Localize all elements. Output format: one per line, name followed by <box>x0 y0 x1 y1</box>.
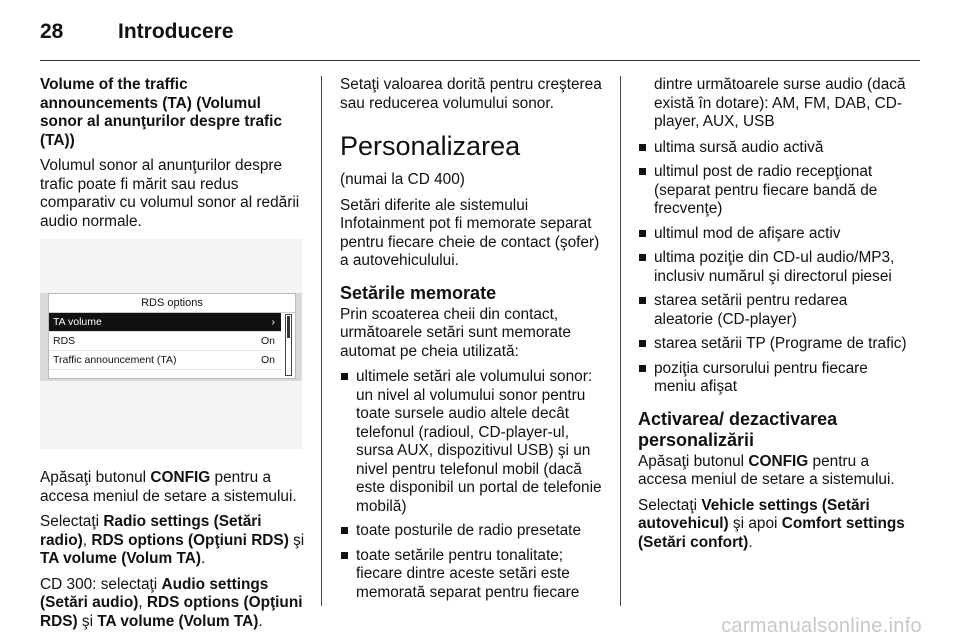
text-run: pentru a accesa meniul de setare a sistemului. <box>638 452 895 488</box>
text-run: Apăsaţi butonul <box>638 452 749 470</box>
screen-row-traffic-announcement <box>49 351 281 370</box>
text-run: şi <box>77 612 98 630</box>
screen-scrollbar-thumb <box>287 316 290 338</box>
personalization-heading: Personalizarea <box>340 131 521 161</box>
text-run: . <box>748 533 753 551</box>
select-instruction <box>40 513 305 569</box>
screen-row-ta-volume <box>49 313 281 332</box>
column-1 <box>40 76 305 638</box>
stored-settings-list <box>340 368 602 602</box>
text-run: pentru a accesa meniul de setare a sistemului. <box>40 469 297 505</box>
personalization-para: Setări diferite ale sistemului Infotainment pot fi memorate separat pentru fiecare cheie de contact (şofer) a autovehiculului. <box>340 196 600 269</box>
screen-row-value: On <box>260 335 275 347</box>
text-run: Apăsaţi butonul <box>40 469 151 486</box>
header-rule <box>40 60 920 61</box>
screen-row-label: TA volume <box>53 316 102 328</box>
rds-options-screen-image <box>40 239 302 449</box>
config-instruction-2 <box>638 453 908 490</box>
menu-path-item: TA volume (Volum TA) <box>40 550 202 567</box>
config-button-label: CONFIG <box>150 469 211 486</box>
display-screen <box>48 293 296 379</box>
list-item: ultimul post de radio recepţionat (separat pentru fiecare bandă de frecvenţe) <box>638 163 908 219</box>
list-item: poziţia cursorului pentru fiecare meniu afişat <box>638 360 908 397</box>
text-run: şi apoi <box>728 515 782 532</box>
select-instruction-2 <box>638 497 908 553</box>
list-item: ultima sursă audio activă <box>638 139 908 158</box>
screen-row-label: RDS <box>53 335 76 347</box>
screen-row-rds <box>49 332 281 351</box>
menu-path-item: RDS options (Opţiuni RDS) <box>91 531 289 549</box>
text-run: Selectaţi <box>40 513 104 530</box>
text-run: , <box>82 531 92 549</box>
stored-settings-para: Prin scoaterea cheii din contact, următoarele setări sunt memorate automat pe cheia utilizată: <box>340 305 571 360</box>
watermark: carmanualsonline.info <box>721 615 922 637</box>
stored-settings-heading: Setările memorate <box>340 282 497 303</box>
text-run: . <box>201 550 206 567</box>
screen-row-label: Traffic announcement (TA) <box>53 354 177 366</box>
chevron-right-icon: › <box>271 316 275 328</box>
column-2 <box>340 76 602 608</box>
text-run: şi <box>288 531 305 549</box>
list-item: toate setările pentru tonalitate; fiecare dintre aceste setări este memorată separat pentru fiecare <box>340 547 602 603</box>
list-item: toate posturile de radio presetate <box>340 522 602 541</box>
column-3 <box>638 76 908 559</box>
column-divider-1 <box>321 76 322 606</box>
activation-heading: Activarea/ dezactivarea personalizării <box>638 408 838 450</box>
ta-volume-body: Volumul sonor al anunţurilor despre trafic poate fi mărit sau redus comparativ cu volumul sonor al redării audio normale. <box>40 157 300 230</box>
list-item: starea setării pentru redarea aleatorie (CD-player) <box>638 292 908 329</box>
list-item: ultimele setări ale volumului sonor: un nivel al volumului sonor pentru toate sursele audio altele decât telefonul (radioul, CD-player-ul, sursa AUX, dispozitivul USB) şi un nivel pentru telefonul mobil (dacă este disponibil un portal de telefonie mobilă) <box>340 368 602 516</box>
section-title: Introducere <box>118 20 234 43</box>
cd300-instruction <box>40 576 305 632</box>
menu-path-item: TA volume (Volum TA) <box>97 612 259 630</box>
menu-path-item: Comfort settings (Setări confort) <box>638 515 905 551</box>
text-run: Selectaţi <box>638 496 702 514</box>
list-item: ultima poziţie din CD-ul audio/MP3, inclusiv numărul şi directorul piesei <box>638 249 908 286</box>
text-run: CD 300: selectaţi <box>40 575 162 593</box>
screen-scrollbar <box>285 314 292 376</box>
config-instruction <box>40 469 305 506</box>
page-header <box>40 14 234 50</box>
volume-intro: Setaţi valoarea dorită pentru creşterea sau reducerea volumului sonor. <box>340 76 602 112</box>
menu-path-item: RDS options (Opţiuni RDS) <box>40 594 303 630</box>
list-item: ultimul mod de afişare activ <box>638 225 908 244</box>
list-continuation: dintre următoarele surse audio (dacă există în dotare): AM, FM, DAB, CD-player, AUX, USB <box>654 76 906 130</box>
text-run: , <box>138 594 147 611</box>
cd400-note: (numai la CD 400) <box>340 171 465 188</box>
screen-row-value: On <box>260 354 275 366</box>
screen-title: RDS options <box>49 294 295 313</box>
display-frame <box>40 293 302 381</box>
text-run: . <box>258 612 263 630</box>
ta-volume-heading: Volume of the traffic announcements (TA) (Volumul sonor al anunţurilor despre trafic (TA)) <box>40 76 283 149</box>
column-divider-2 <box>620 76 621 606</box>
menu-path-item: Audio settings (Setări audio) <box>40 575 269 611</box>
stored-settings-list-continued <box>638 139 908 397</box>
menu-path-item: Radio settings (Setări radio) <box>40 513 262 549</box>
menu-path-item: Vehicle settings (Setări autovehicul) <box>638 496 870 532</box>
config-button-label: CONFIG <box>748 452 809 470</box>
list-item: starea setării TP (Programe de trafic) <box>638 335 908 354</box>
page-number: 28 <box>40 20 64 43</box>
